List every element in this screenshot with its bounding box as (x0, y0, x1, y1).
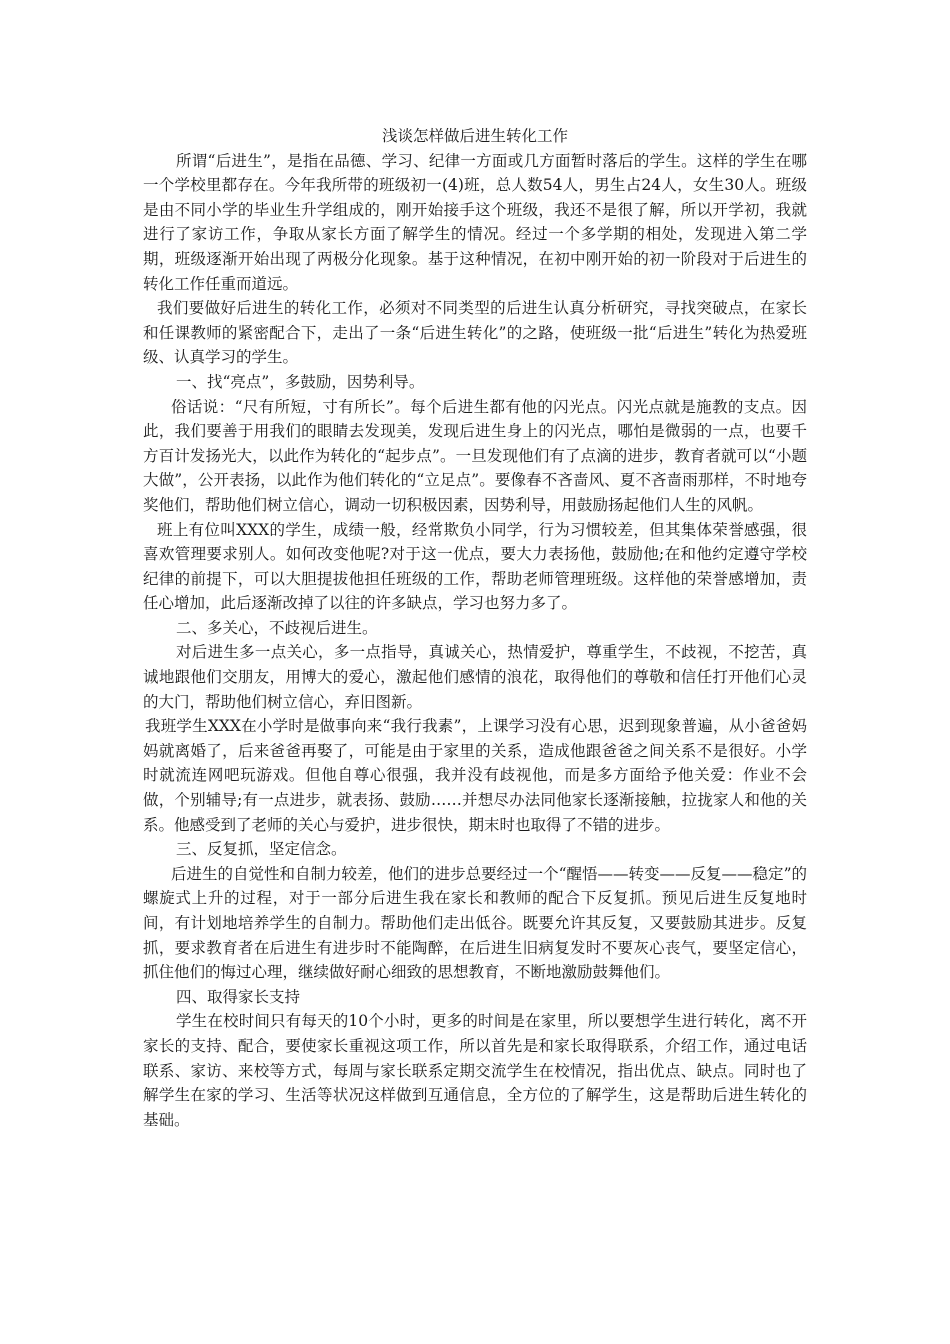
paragraph-section-3: 后进生的自觉性和自制力较差，他们的进步总要经过一个“醒悟——转变——反复——稳定”的螺旋式上升的过程，对于一部分后进生我在家长和教师的配合下反复抓。预见后进生反复地时间，有计划地培养学生的自制力。帮助他们走出低谷。既要允许其反复，又要鼓励其进步。反复抓，要求教育者在后进生有进步时不能陶醉，在后进生旧病复发时不要灰心丧气，要坚定信心，抓住他们的悔过心理，继续做好耐心细致的思想教育，不断地激励鼓舞他们。 (143, 864, 807, 982)
section-heading-4: 四、取得家长支持 (176, 987, 301, 1006)
paragraph-example-2: 我班学生XXX在小学时是做事向来“我行我素”，上课学习没有心思，迟到现象普遍，从小爸爸妈妈就离婚了，后来爸爸再娶了，可能是由于家里的关系，造成他跟爸爸之间关系不是很好。小学时就流连网吧玩游戏。但他自尊心很强，我并没有歧视他，而是多方面给予他关爱：作业不会做，个别辅导;有一点进步，就表扬、鼓励……并想尽办法同他家长逐渐接触，拉拢家人和他的关系。他感受到了老师的关心与爱护，进步很快，期末时也取得了不错的进步。 (143, 717, 807, 834)
paragraph-section-1: 俗话说：“尺有所短，寸有所长”。每个后进生都有他的闪光点。闪光点就是施教的支点。因此，我们要善于用我们的眼睛去发现美，发现后进生身上的闪光点，哪怕是微弱的一点，也要千方百计发扬光大，以此作为转化的“起步点”。一旦发现他们有了点滴的进步，教育者就可以“小题大做”，公开表扬，以此作为他们转化的“立足点”。要像春不吝啬风、夏不吝啬雨那样，不时地夸奖他们，帮助他们树立信心，调动一切积极因素，因势利导，用鼓励扬起他们人生的风帆。 (143, 397, 807, 514)
paragraph-approach: 我们要做好后进生的转化工作，必须对不同类型的后进生认真分析研究，寻找突破点，在家长和任课教师的紧密配合下，走出了一条“后进生转化”的之路，使班级一批“后进生”转化为热爱班级、认真学习的学生。 (143, 299, 807, 367)
paragraph-example-1: 班上有位叫XXX的学生，成绩一般，经常欺负小同学，行为习惯较差，但其集体荣誉感强，很喜欢管理要求别人。如何改变他呢?对于这一优点，要大力表扬他，鼓励他;在和他约定遵守学校纪律的前提下，可以大胆提拔他担任班级的工作，帮助老师管理班级。这样他的荣誉感增加，责任心增加，此后逐渐改掉了以往的许多缺点，学习也努力多了。 (143, 520, 807, 613)
section-heading-2: 二、多关心，不歧视后进生。 (176, 618, 378, 637)
document-body (143, 124, 807, 1132)
section-heading-3: 三、反复抓，坚定信念。 (176, 840, 347, 859)
paragraph-intro: 所谓“后进生”，是指在品德、学习、纪律一方面或几方面暂时落后的学生。这样的学生在哪一个学校里都存在。今年我所带的班级初一(4)班，总人数54人，男生占24人，女生30人。班级是由不同小学的毕业生升学组成的，刚开始接手这个班级，我还不是很了解，所以开学初，我就进行了家访工作，争取从家长方面了解学生的情况。经过一个多学期的相处，发现进入第二学期，班级逐渐开始出现了两极分化现象。基于这种情况，在初中刚开始的初一阶段对于后进生的转化工作任重而道远。 (143, 151, 807, 293)
section-heading-1: 一、找“亮点”，多鼓励，因势利导。 (176, 372, 425, 391)
paragraph-section-4: 学生在校时间只有每天的10个小时，更多的时间是在家里，所以要想学生进行转化，离不开家长的支持、配合，要使家长重视这项工作，所以首先是和家长取得联系，介绍工作，通过电话联系、家访、来校等方式，每周与家长联系定期交流学生在校情况，指出优点、缺点。同时也了解学生在家的学习、生活等状况这样做到互通信息，全方位的了解学生，这是帮助后进生转化的基础。 (143, 1012, 807, 1129)
document-title: 浅谈怎样做后进生转化工作 (381, 127, 568, 145)
paragraph-section-2: 对后进生多一点关心，多一点指导，真诚关心，热情爱护，尊重学生，不歧视，不挖苦，真诚地跟他们交朋友，用博大的爱心，激起他们感情的浪花，取得他们的尊敬和信任打开他们心灵的大门，帮助他们树立信心，弃旧图新。 (143, 643, 807, 711)
